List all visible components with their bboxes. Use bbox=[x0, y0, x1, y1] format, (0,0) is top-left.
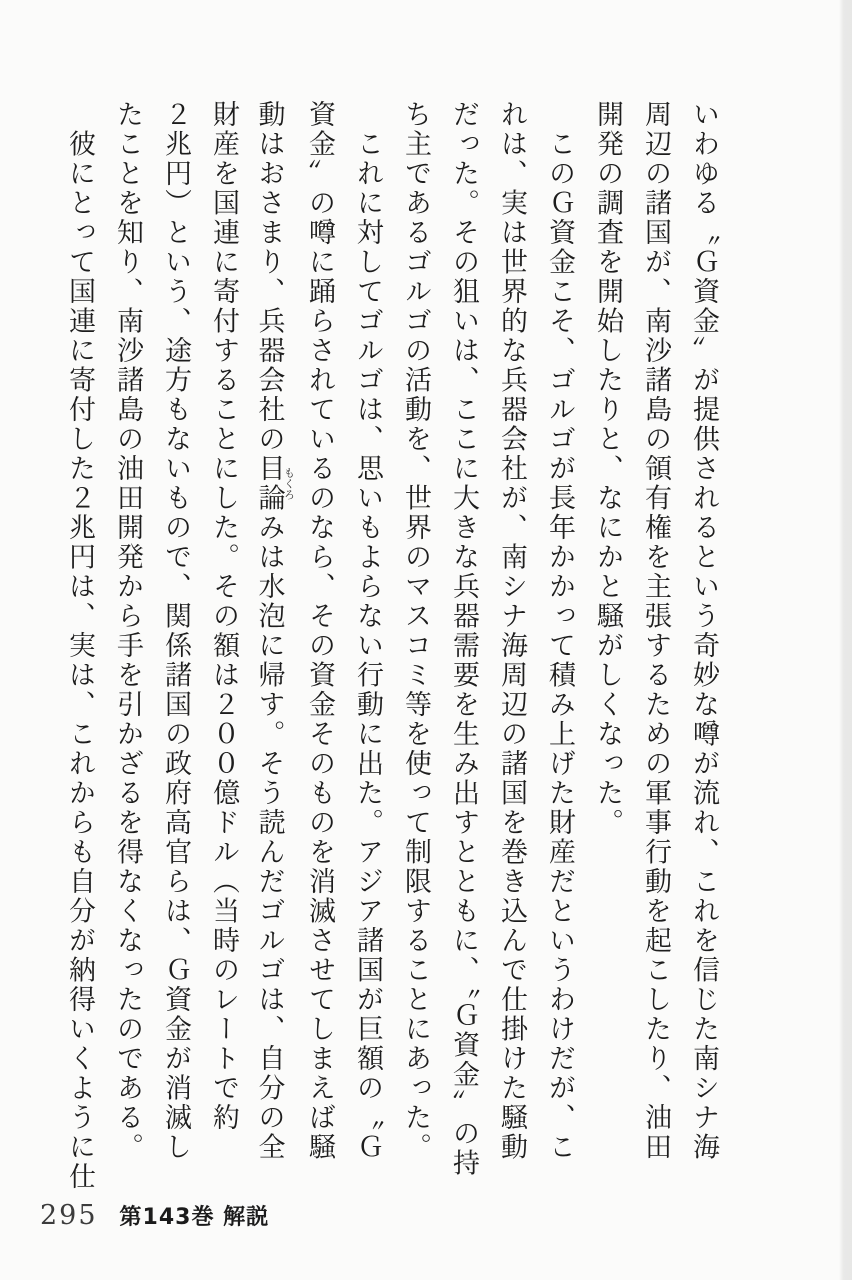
text-column: いわゆる〝Ｇ資金〟が提供されるという奇妙な噂が流れ、これを信じた南シナ海 bbox=[688, 100, 719, 1162]
text-column: これに対してゴルゴは、思いもよらない行動に出た。アジア諸国が巨額の〝Ｇ bbox=[352, 100, 383, 1162]
page-footer bbox=[40, 1200, 269, 1231]
text-column: 周辺の諸国が、南沙諸島の領有権を主張するための軍事行動を起こしたり、油田 bbox=[640, 100, 671, 1162]
text-column: 彼にとって国連に寄付した２兆円は、実は、これからも自分が納得いくように仕 bbox=[64, 100, 95, 1192]
body-text bbox=[55, 100, 727, 1200]
text-column: 動はおさまり、兵器会社の目論もくろみは水泡に帰す。そう読んだゴルゴは、自分の全 bbox=[253, 100, 296, 1162]
text-column: れは、実は世界的な兵器会社が、南シナ海周辺の諸国を巻き込んで仕掛けた騒動 bbox=[496, 100, 527, 1162]
text-column: このＧ資金こそ、ゴルゴが長年かかって積み上げた財産だというわけだが、こ bbox=[544, 100, 575, 1162]
page-edge-shadow bbox=[839, 0, 852, 1280]
page-number: 295 bbox=[40, 1200, 98, 1231]
text-column: 資金〟の噂に踊らされているのなら、その資金そのものを消滅させてしまえば騒 bbox=[304, 100, 335, 1162]
text-column: ２兆円）という、途方もないもので、関係諸国の政府高官らは、Ｇ資金が消滅し bbox=[160, 100, 191, 1162]
text-column: たことを知り、南沙諸島の油田開発から手を引かざるを得なくなったのである。 bbox=[112, 100, 143, 1162]
text-column: 財産を国連に寄付することにした。その額は２００億ドル（当時のレートで約 bbox=[208, 100, 239, 1133]
text-column: ち主であるゴルゴの活動を、世界のマスコミ等を使って制限することにあった。 bbox=[400, 100, 431, 1162]
volume-label: 第143巻 解説 bbox=[119, 1205, 270, 1230]
text-column: 開発の調査を開始したりと、なにかと騒がしくなった。 bbox=[592, 100, 623, 838]
text-column: だった。その狙いは、ここに大きな兵器需要を生み出すとともに、〝Ｇ資金〟の持 bbox=[448, 100, 479, 1178]
